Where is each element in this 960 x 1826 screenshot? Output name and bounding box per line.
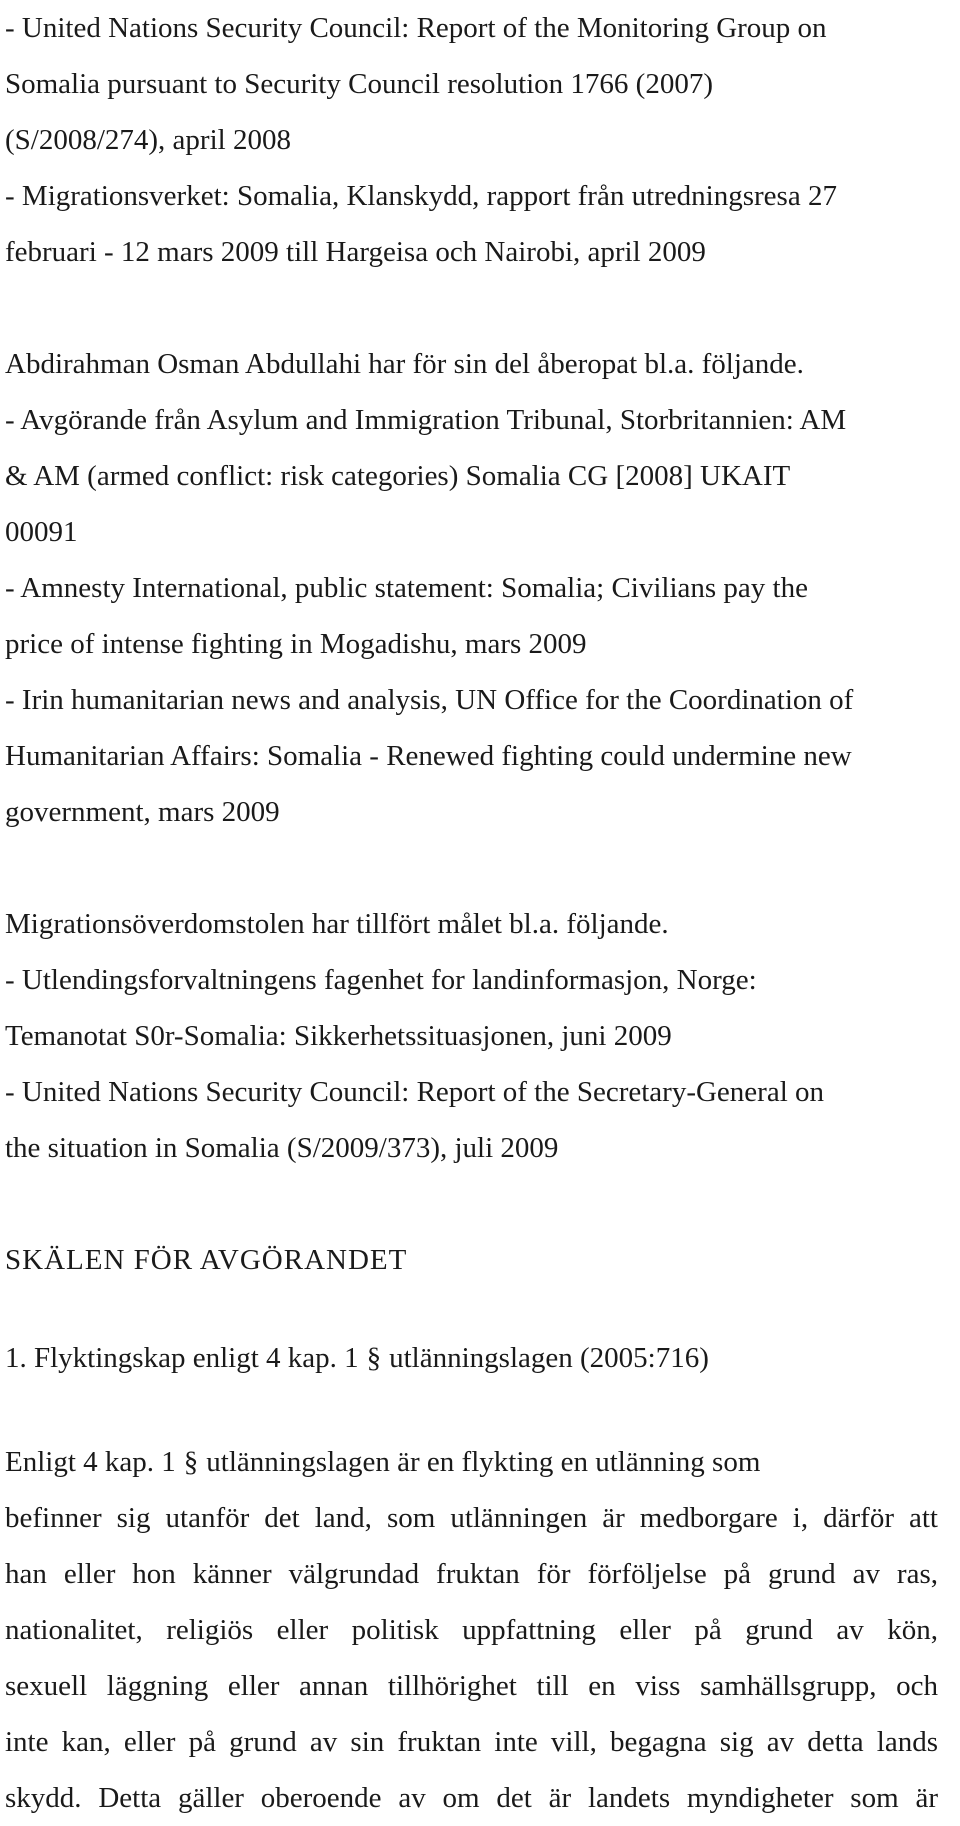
paragraph-text: utlänningslagen är en flykting en utlänning som — [206, 1446, 761, 1478]
subheading-text: 1. Flyktingskap enligt 4 kap. 1 — [5, 1342, 359, 1374]
text-line: februari - 12 mars 2009 till Hargeisa och Nairobi, april 2009 — [5, 236, 706, 268]
text-line: Temanotat S0r-Somalia: Sikkerhetssituasjonen, juni 2009 — [5, 1020, 672, 1052]
text-line: - Migrationsverket: Somalia, Klanskydd, rapport från utredningsresa 27 — [5, 180, 837, 212]
text-line: inte kan, eller på grund av sin fruktan inte vill, begagna sig av detta lands — [5, 1726, 938, 1758]
text-line: & AM (armed conflict: risk categories) Somalia CG [2008] UKAIT — [5, 460, 791, 492]
text-line: price of intense fighting in Mogadishu, mars 2009 — [5, 628, 587, 660]
text-line: sexuell läggning eller annan tillhörighet till en viss samhällsgrupp, och — [5, 1670, 938, 1702]
paragraph-text: Enligt 4 kap. 1 — [5, 1446, 176, 1478]
text-line: government, mars 2009 — [5, 796, 280, 828]
section-sign: § — [183, 1446, 199, 1478]
spacer — [5, 1176, 938, 1232]
spacer — [5, 280, 938, 336]
text-line: - Irin humanitarian news and analysis, UN Office for the Coordination of — [5, 684, 854, 716]
text-line: - Amnesty International, public statement: Somalia; Civilians pay the — [5, 572, 808, 604]
spacer — [5, 840, 938, 896]
text-line: befinner sig utanför det land, som utlänningen är medborgare i, därför att — [5, 1502, 938, 1534]
text-line: nationalitet, religiös eller politisk uppfattning eller på grund av kön, — [5, 1614, 938, 1646]
body-paragraph — [5, 1434, 938, 1826]
reference-list-3 — [5, 896, 938, 1176]
text-line: 00091 — [5, 516, 78, 548]
section-sign: § — [366, 1342, 382, 1374]
text-line — [5, 1434, 938, 1490]
text-line: the situation in Somalia (S/2009/373), juli 2009 — [5, 1132, 559, 1164]
subsection-heading — [5, 1330, 938, 1386]
text-line: - United Nations Security Council: Report of the Secretary-General on — [5, 1076, 825, 1108]
text-line: - Avgörande från Asylum and Immigration Tribunal, Storbritannien: AM — [5, 404, 847, 436]
spacer — [5, 1386, 938, 1434]
text-line: - United Nations Security Council: Report of the Monitoring Group on — [5, 12, 827, 44]
text-line: skydd. Detta gäller oberoende av om det är landets myndigheter som är — [5, 1782, 938, 1814]
text-line: Abdirahman Osman Abdullahi har för sin del åberopat bl.a. följande. — [5, 348, 804, 380]
reference-list-2 — [5, 336, 938, 840]
text-line: Somalia pursuant to Security Council resolution 1766 (2007) — [5, 68, 713, 100]
text-line: han eller hon känner välgrundad fruktan för förföljelse på grund av ras, — [5, 1558, 938, 1590]
text-line: - Utlendingsforvaltningens fagenhet for landinformasjon, Norge: — [5, 964, 757, 996]
text-line: Migrationsöverdomstolen har tillfört målet bl.a. följande. — [5, 908, 669, 940]
text-line: Humanitarian Affairs: Somalia - Renewed fighting could undermine new — [5, 740, 852, 772]
subheading-text: utlänningslagen (2005:716) — [389, 1342, 709, 1374]
reference-list-1 — [5, 0, 938, 280]
text-line: (S/2008/274), april 2008 — [5, 124, 291, 156]
spacer — [5, 1288, 938, 1330]
section-heading: SKÄLEN FÖR AVGÖRANDET — [5, 1244, 408, 1276]
